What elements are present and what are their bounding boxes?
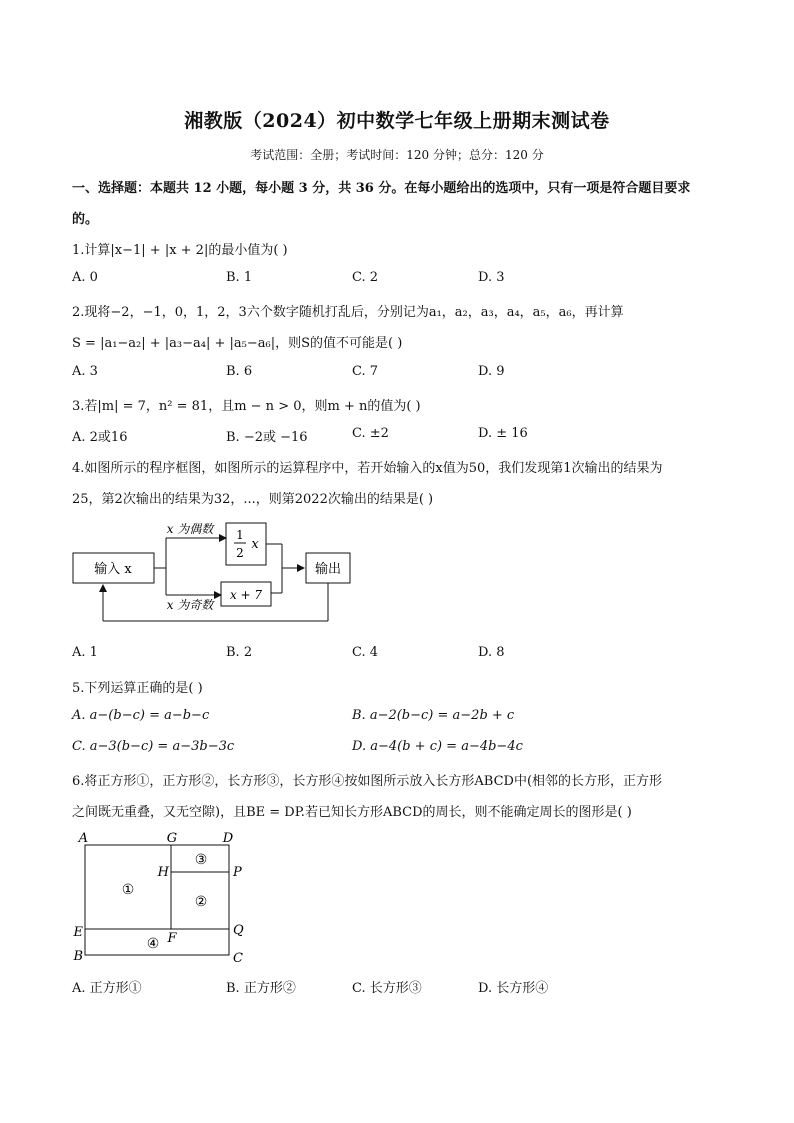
label-b: B [73,949,83,964]
input-box-label: 输入 x [94,562,132,577]
question-2-option-d[interactable]: D. 9 [478,364,505,379]
question-3-option-c[interactable]: C. ±2 [352,426,389,441]
question-4-option-b[interactable]: B. 2 [226,645,253,660]
question-3-stem: 3.若|m| = 7，n² = 81，且m − n > 0，则m + n的值为( ) [72,399,421,414]
question-3-option-a[interactable]: A. 2或16 [72,430,128,445]
question-5-stem: 5.下列运算正确的是( ) [72,681,203,696]
question-1-stem: 1.计算|x−1| + |x + 2|的最小值为( ) [72,243,288,258]
question-5-option-a[interactable]: A. a−(b−c) = a−b−c [72,708,210,723]
region-1-label: ① [121,882,135,898]
odd-branch-label: x 为奇数 [166,598,214,612]
label-e: E [73,925,83,940]
region-2-label: ② [194,894,208,910]
question-6-option-d[interactable]: D. 长方形④ [478,981,549,996]
question-5-option-d[interactable]: D. a−4(b + c) = a−4b−4c [352,739,523,754]
page-title: 湘教版（2024）初中数学七年级上册期末测试卷 [184,110,610,132]
exam-info: 考试范围：全册；考试时间：120 分钟；总分：120 分 [250,148,544,162]
output-box-label: 输出 [314,562,342,577]
question-3-option-d[interactable]: D. ± 16 [478,426,528,441]
question-1-option-b[interactable]: B. 1 [226,270,253,285]
question-1-option-d[interactable]: D. 3 [478,270,505,285]
question-4-option-a[interactable]: A. 1 [72,645,98,660]
label-a: A [78,831,88,846]
section-heading-line-1: 一、选择题：本题共 12 小题，每小题 3 分，共 36 分。在每小题给出的选项中，只有一项是符合题目要求 [72,181,691,196]
question-4-stem-line-1: 4.如图所示的程序框图，如图所示的运算程序中，若开始输入的x值为50，我们发现第1次输出的结果为 [72,461,663,476]
half-x-box [226,523,266,565]
region-4-label: ④ [146,936,160,952]
question-6-option-c[interactable]: C. 长方形③ [352,981,422,996]
half-numerator: 1 [236,528,244,542]
question-2-stem-line-2: S = |a₁−a₂| + |a₃−a₄| + |a₅−a₆|，则S的值不可能是( ) [72,336,403,351]
question-2-option-b[interactable]: B. 6 [226,364,253,379]
region-3-label: ③ [194,852,208,868]
half-denominator: 2 [236,546,244,560]
plus-seven-label: x + 7 [229,588,263,602]
question-3-option-b[interactable]: B. −2或 −16 [226,430,308,445]
label-c: C [233,951,243,966]
question-2-option-c[interactable]: C. 7 [352,364,379,379]
question-6-stem-line-2: 之间既无重叠，又无空隙)，且BE = DP.若已知长方形ABCD的周长，则不能确定周长的图形是( ) [72,805,632,820]
question-4-option-c[interactable]: C. 4 [352,645,379,660]
label-d: D [222,831,234,846]
question-6-option-a[interactable]: A. 正方形① [72,981,142,996]
question-2-stem-line-1: 2.现将−2，−1，0，1，2，3六个数字随机打乱后，分别记为a₁，a₂，a₃，a₄，a₅，a₆，再计算 [72,305,624,320]
question-2-option-a[interactable]: A. 3 [72,364,98,379]
question-6-stem-line-1: 6.将正方形①，正方形②，长方形③，长方形④按如图所示放入长方形ABCD中(相邻的长方形，正方形 [72,774,663,789]
program-flowchart [66,515,366,630]
label-g: G [166,831,178,846]
question-1-option-c[interactable]: C. 2 [352,270,379,285]
question-5-option-b[interactable]: B. a−2(b−c) = a−2b + c [352,708,515,723]
question-4-stem-line-2: 25，第2次输出的结果为32，...，则第2022次输出的结果是( ) [72,492,434,507]
question-1-option-a[interactable]: A. 0 [72,270,98,285]
section-heading-line-2: 的。 [72,212,99,227]
question-4-option-d[interactable]: D. 8 [478,645,505,660]
question-5-option-c[interactable]: C. a−3(b−c) = a−3b−3c [72,739,235,754]
question-6-option-b[interactable]: B. 正方形② [226,981,296,996]
rectangle-figure [66,826,266,968]
label-q: Q [233,923,244,938]
half-variable: x [251,537,259,552]
label-h: H [157,865,169,880]
even-branch-label: x 为偶数 [166,522,214,536]
label-p: P [233,865,242,880]
label-f: F [167,931,177,946]
